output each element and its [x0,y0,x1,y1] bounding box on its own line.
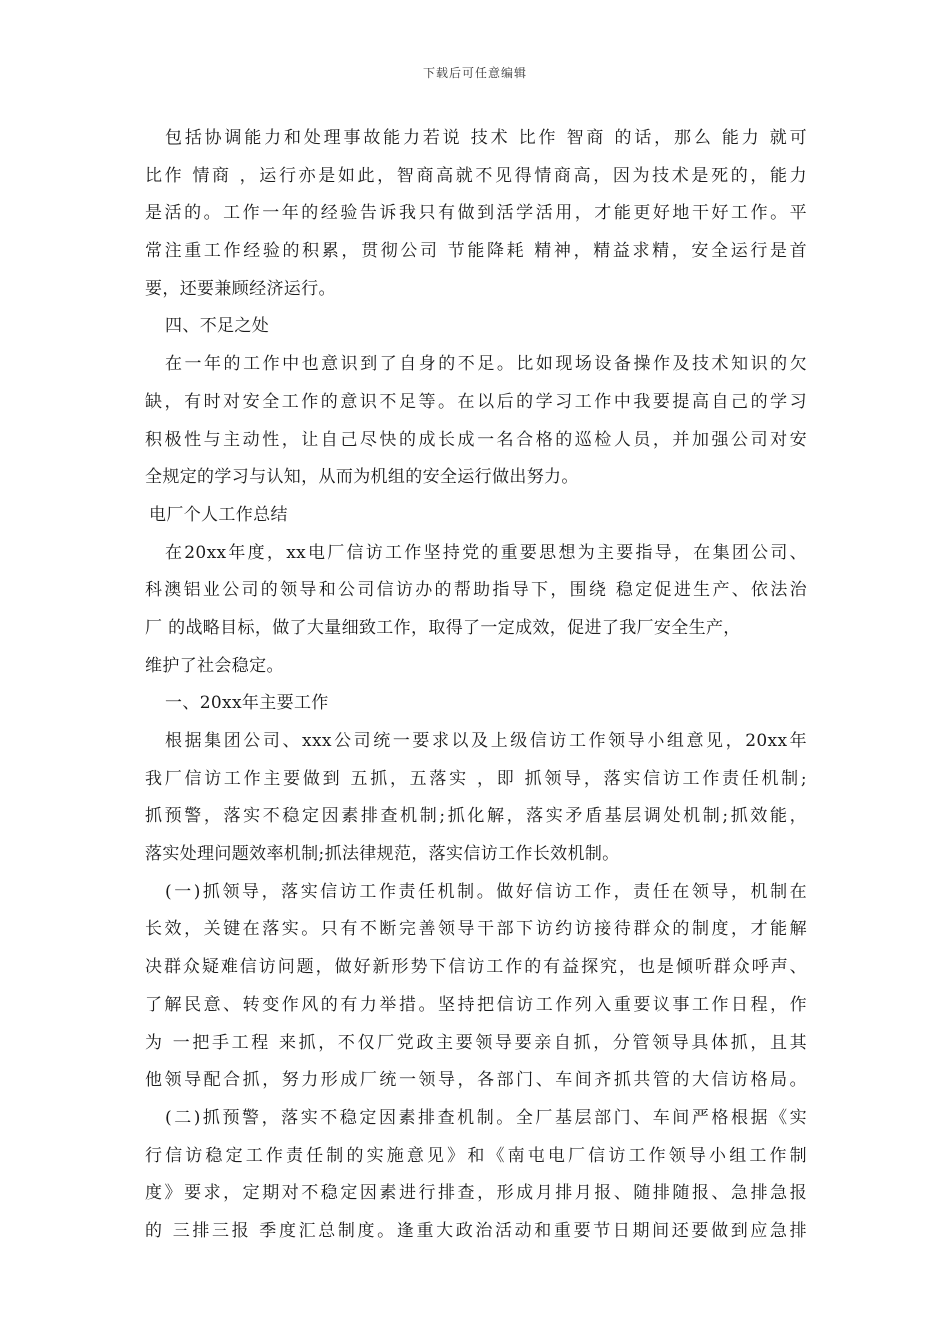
paragraph-line: 比作 情商 ，运行亦是如此，智商高就不见得情商高，因为技术是死的，能力 [145,165,807,186]
paragraph-line: 的 三排三报 季度汇总制度。逢重大政治活动和重要节日期间还要做到应急排 [145,1220,807,1241]
paragraph-line: 厂 的战略目标，做了大量细致工作，取得了一定成效，促进了我厂安全生产， [145,617,741,638]
paragraph-line: (一)抓领导，落实信访工作责任机制。做好信访工作，责任在领导，机制在 [165,881,807,902]
page-header: 下载后可任意编辑 [422,66,527,80]
paragraph-line: 积极性与主动性，让自己尽快的成长成一名合格的巡检人员，并加强公司对安 [145,429,807,450]
paragraph-line: 为 一把手工程 来抓，不仅厂党政主要领导要亲自抓，分管领导具体抓，且其 [145,1032,807,1053]
paragraph-line: 全规定的学习与认知，从而为机组的安全运行做出努力。 [145,467,579,488]
document-title: 电厂个人工作总结 [149,504,288,525]
section-heading: 一、20xx年主要工作 [165,693,329,714]
paragraph-line: 了解民意、转变作风的有力举措。坚持把信访工作列入重要议事工作日程，作 [145,994,807,1015]
paragraph-line: 包括协调能力和处理事故能力若说 技术 比作 智商 的话，那么 能力 就可 [165,128,807,148]
paragraph-line: 我厂信访工作主要做到 五抓，五落实 ，即 抓领导，落实信访工作责任机制; [145,768,807,789]
paragraph-line: 他领导配合抓，努力形成厂统一领导，各部门、车间齐抓共管的大信访格局。 [145,1070,807,1091]
paragraph-line: 缺，有时对安全工作的意识不足等。在以后的学习工作中我要提高自己的学习 [145,391,807,412]
paragraph-line: 科澳铝业公司的领导和公司信访办的帮助指导下，围绕 稳定促进生产、依法治 [145,580,807,601]
paragraph-line: 决群众疑难信访问题，做好新形势下信访工作的有益探究，也是倾听群众呼声、 [145,957,807,978]
paragraph-line: 在20xx年度，xx电厂信访工作坚持党的重要思想为主要指导，在集团公司、 [165,542,807,563]
paragraph-line: (二)抓预警，落实不稳定因素排查机制。全厂基层部门、车间严格根据《实 [165,1107,807,1128]
paragraph-line: 行信访稳定工作责任制的实施意见》和《南屯电厂信访工作领导小组工作制 [145,1145,807,1166]
paragraph-line: 长效，关键在落实。只有不断完善领导干部下访约访接待群众的制度，才能解 [145,919,807,940]
paragraph-line: 是活的。工作一年的经验告诉我只有做到活学活用，才能更好地干好工作。平 [145,203,807,224]
paragraph-line: 度》要求，定期对不稳定因素进行排查，形成月排月报、随排随报、急排急报 [145,1183,807,1204]
paragraph-line: 抓预警，落实不稳定因素排查机制;抓化解，落实矛盾基层调处机制;抓效能， [145,806,807,827]
document-body [145,120,807,1251]
paragraph-line: 常注重工作经验的积累，贯彻公司 节能降耗 精神，精益求精，安全运行是首 [145,241,807,262]
paragraph-line: 落实处理问题效率机制;抓法律规范，落实信访工作长效机制。 [145,844,620,865]
paragraph-line: 要，还要兼顾经济运行。 [145,278,336,299]
paragraph-line: 根据集团公司、xxx公司统一要求以及上级信访工作领导小组意见，20xx年 [165,731,807,751]
paragraph-line: 在一年的工作中也意识到了自身的不足。比如现场设备操作及技术知识的欠 [165,354,807,375]
paragraph-line: 维护了社会稳定。 [145,655,284,676]
section-heading: 四、不足之处 [165,316,270,337]
